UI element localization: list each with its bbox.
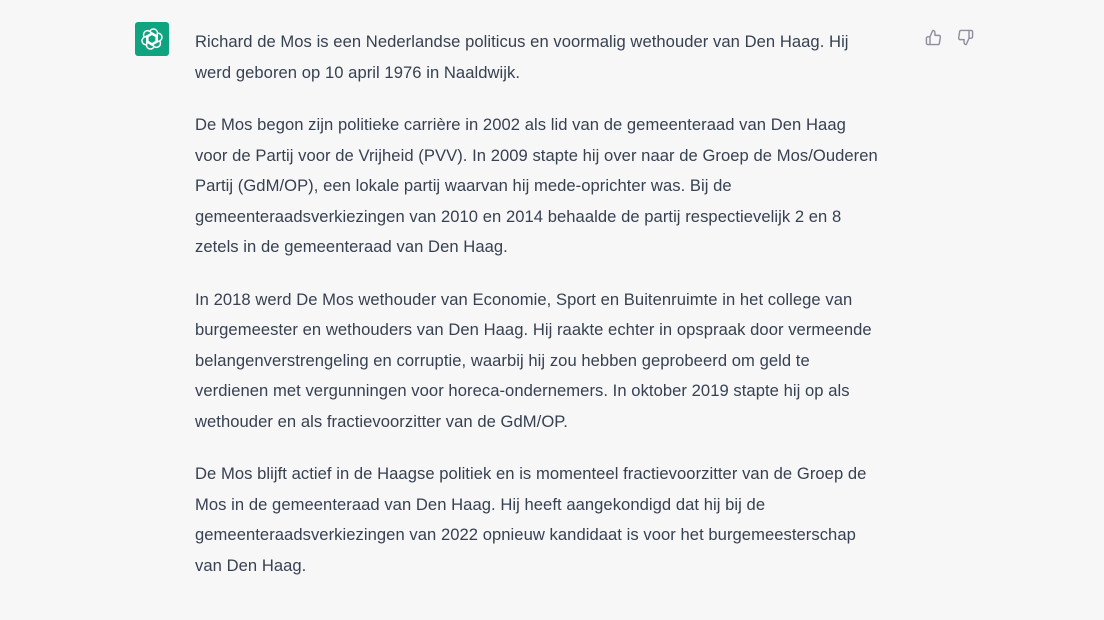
thumbs-down-button[interactable]: [954, 26, 976, 48]
thumbs-down-icon: [957, 29, 974, 46]
message-line: wethouder en als fractievoorzitter van de GdM/OP.: [195, 411, 568, 431]
message-line: Partij (GdM/OP), een lokale partij waarvan hij mede-oprichter was. Bij de: [195, 176, 732, 195]
thumbs-up-icon: [925, 29, 942, 46]
openai-logo-icon: [140, 27, 164, 51]
message-line: belangenverstrengeling en corruptie, waarbij hij zou hebben geprobeerd om geld te: [195, 350, 810, 370]
message-paragraph: [195, 110, 915, 263]
message-line: voor de Partij voor de Vrijheid (PVV). In 2009 stapte hij over naar de Groep de Mos/Ouderen: [195, 145, 878, 165]
message-line: De Mos begon zijn politieke carrière in 2002 als lid van de gemeenteraad van Den Haag: [195, 115, 846, 134]
feedback-buttons: [922, 26, 976, 48]
message-line: Richard de Mos is een Nederlandse politicus en voormalig wethouder van Den Haag. Hij: [195, 32, 849, 51]
message-line: werd geboren op 10 april 1976 in Naaldwijk.: [195, 62, 521, 82]
message-line: gemeenteraadsverkiezingen van 2022 opnieuw kandidaat is voor het burgemeesterschap: [195, 525, 856, 544]
message-line: De Mos blijft actief in de Haagse politiek en is momenteel fractievoorzitter van de Groep de: [195, 464, 867, 483]
assistant-message-text: [195, 27, 915, 603]
message-line: gemeenteraadsverkiezingen van 2010 en 2014 behaalde de partij respectievelijk 2 en 8: [195, 206, 842, 226]
message-paragraph: [195, 285, 915, 438]
message-paragraph: [195, 459, 915, 581]
message-line: van Den Haag.: [195, 555, 307, 575]
message-line: verdienen met vergunningen voor horeca-ondernemers. In oktober 2019 stapte hij op als: [195, 381, 850, 400]
message-line: burgemeester en wethouders van Den Haag. Hij raakte echter in opspraak door vermeende: [195, 320, 872, 339]
assistant-avatar: [135, 22, 169, 56]
message-line: Mos in de gemeenteraad van Den Haag. Hij heeft aangekondigd dat hij bij de: [195, 494, 766, 514]
message-line: In 2018 werd De Mos wethouder van Economie, Sport en Buitenruimte in het college van: [195, 289, 853, 309]
message-paragraph: [195, 27, 915, 88]
message-line: zetels in de gemeenteraad van Den Haag.: [195, 237, 508, 256]
thumbs-up-button[interactable]: [922, 26, 944, 48]
